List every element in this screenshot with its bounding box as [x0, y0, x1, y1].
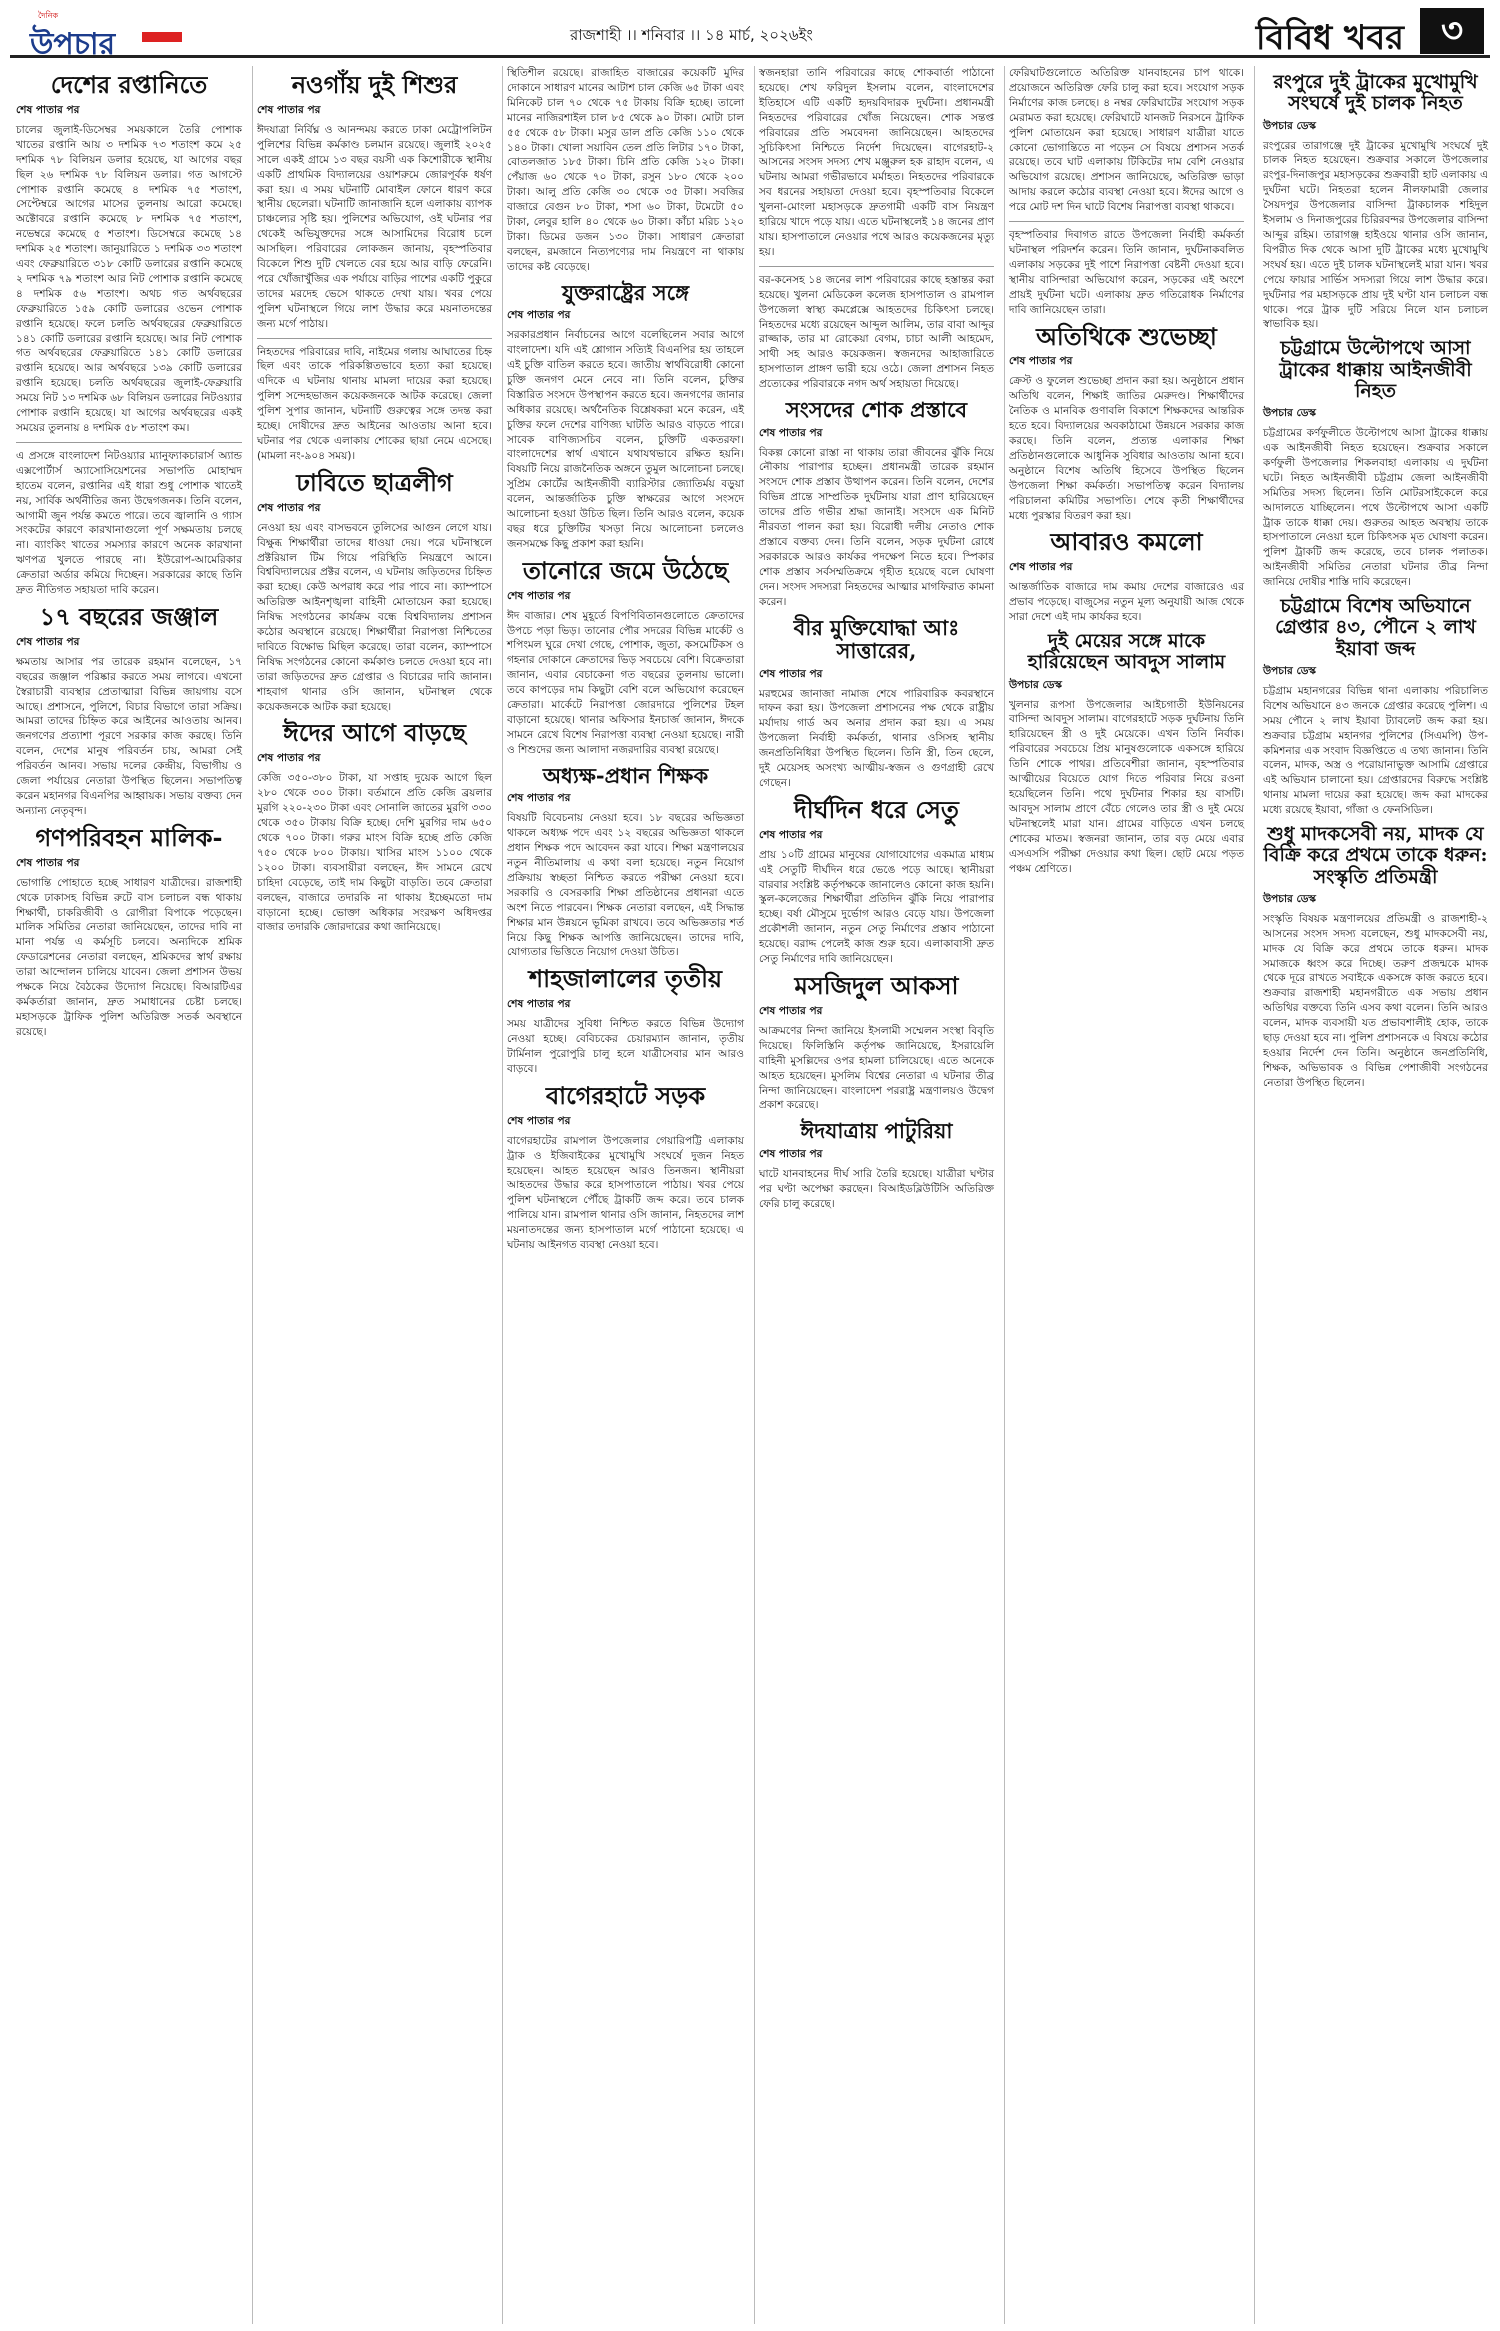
- article-credit: শেষ পাতার পর: [759, 1004, 823, 1017]
- column-1: [12, 66, 246, 2324]
- article-headline: আবারও কমলো: [1050, 527, 1203, 557]
- article: [503, 66, 748, 275]
- article-credit: শেষ পাতার পর: [759, 426, 823, 439]
- article: [253, 338, 496, 464]
- article-body: মরহুমের জানাজা নামাজ শেষে পারিবারিক কবরস্থানে দাফন করা হয়। উপজেলা প্রশাসনের পক্ষ থেকে রাষ্ট্রীয় মর্যাদায় গার্ড অব অনার প্রদান করা হয়। এ সময় উপজেলা নির্বাহী কর্মকর্তা, থানার ওসিসহ স্থানীয় জনপ্রতিনিধিরা উপস্থিত ছিলেন। তিনি স্ত্রী, তিন ছেলে, দুই মেয়েসহ অসংখ্য আত্মীয়-স্বজন ও গুণগ্রাহী রেখে গেছেন।: [759, 687, 994, 789]
- article-body: চট্টগ্রাম মহানগরের বিভিন্ন থানা এলাকায় পরিচালিত বিশেষ অভিযানে ৪৩ জনকে গ্রেপ্তার করেছে পুলিশ। এ সময় পৌনে ২ লাখ ইয়াবা ট্যাবলেট জব্দ করা হয়। শুক্রবার চট্টগ্রাম মহানগর পুলিশের (সিএমপি) উপ-কমিশনার এক সংবাদ বিজ্ঞপ্তিতে এ তথ্য জানান। তিনি বলেন, মাদক, অস্ত্র ও পরোয়ানাভুক্ত আসামি গ্রেপ্তারে এই অভিযান চালানো হয়। গ্রেপ্তারদের বিরুদ্ধে সংশ্লিষ্ট থানায় মামলা দায়ের করা হয়েছে। জব্দ করা মাদকের মধ্যে রয়েছে ইয়াবা, গাঁজা ও ফেনসিডিল।: [1263, 684, 1488, 817]
- article: [755, 398, 998, 609]
- article-headline: নওগাঁয় দুই শিশুর: [291, 70, 458, 99]
- article-body: ফেরিঘাটগুলোতে অতিরিক্ত যানবাহনের চাপ থাকে। প্রয়োজনে অতিরিক্ত ফেরি চালু করা হবে। সংযোগ সড়ক নির্মাণের কাজ চলছে। ৪ নম্বর ফেরিঘাটের সংযোগ সড়ক মেরামত করা হয়েছে। ফেরিঘাটে যানজট নিরসনে ট্রাফিক পুলিশ মোতায়েন করা হয়েছে। সাধারণ যাত্রীরা যাতে কোনো ভোগান্তিতে না পড়েন সে বিষয়ে প্রশাসন সতর্ক রয়েছে। তবে ঘাট এলাকায় টিকিটের দাম বেশি নেওয়ার অভিযোগ রয়েছে। প্রশাসন জানিয়েছে, অতিরিক্ত ভাড়া আদায় করলে কঠোর ব্যবস্থা নেওয়া হবে। ঈদের আগে ও পরে মোট দশ দিন ঘাটে বিশেষ নিরাপত্তা ব্যবস্থা থাকবে।: [1009, 67, 1244, 214]
- logo-daily: দৈনিক: [38, 11, 59, 20]
- article-headline: ঈদযাত্রায় পাটুরিয়া: [800, 1118, 953, 1144]
- article: [755, 266, 998, 392]
- article-body: চট্টগ্রামের কর্ণফুলীতে উল্টোপথে আসা ট্রাকের ধাক্কায় এক আইনজীবী নিহত হয়েছেন। শুক্রবার সকালে কর্ণফুলী উপজেলার শিকলবাহা এলাকায় এ দুর্ঘটনা ঘটে। নিহত আইনজীবী চট্টগ্রাম জেলা আইনজীবী সমিতির সদস্য ছিলেন। তিনি মোটরসাইকেলে করে আদালতে যাচ্ছিলেন। পথে উল্টোপথে আসা একটি ট্রাক তাকে ধাক্কা দেয়। গুরুতর আহত অবস্থায় তাকে হাসপাতালে নেওয়া হলে চিকিৎসক মৃত ঘোষণা করেন। পুলিশ ট্রাকটি জব্দ করেছে, তবে চালক পলাতক। আইনজীবী সমিতির নেতারা ঘটনার তীব্র নিন্দা জানিয়ে দোষীর শাস্তি দাবি করেছেন।: [1263, 427, 1488, 589]
- article: [503, 966, 748, 1077]
- article: [1259, 338, 1492, 590]
- article-body: এ প্রসঙ্গে বাংলাদেশ নিটওয়্যার ম্যানুফ্যাকচারার্স অ্যান্ড এক্সপোর্টার্স অ্যাসোসিয়েশনের সভাপতি মোহাম্মদ হাতেম বলেন, রপ্তানির এই ধারা শুধু পোশাক খাতেই নয়, সার্বিক অর্থনীতির জন্য উদ্বেগজনক। তিনি বলেন, আগামী জুন পর্যন্ত কমতে পারে। তবে জ্বালানি ও গ্যাস সংকটের কারণে কারখানাগুলো পূর্ণ সক্ষমতায় চলছে না। ব্যাংকিং খাতের সমস্যার কারণে অনেক কারখানা ঋণপত্র খুলতে পারছে না। ইউরোপ-আমেরিকার ক্রেতারা অর্ডার কমিয়ে দিচ্ছেন। সরকারের কাছে তিনি দ্রুত নীতিগত সহায়তা দাবি করেন।: [16, 449, 242, 597]
- article-credit: শেষ পাতার পর: [507, 589, 571, 602]
- article-body: রংপুরের তারাগঞ্জে দুই ট্রাকের মুখোমুখি সংঘর্ষে দুই চালক নিহত হয়েছেন। শুক্রবার সকালে উপজেলার রংপুর-দিনাজপুর মহাসড়কের শুক্রবারী হাট এলাকায় এ দুর্ঘটনা ঘটে। নিহতরা হলেন নীলফামারী জেলার সৈয়দপুর উপজেলার বাসিন্দা ট্রাকচালক শহিদুল ইসলাম ও দিনাজপুরের চিরিরবন্দর উপজেলার বাসিন্দা আব্দুর রহিম। তারাগঞ্জ হাইওয়ে থানার ওসি জানান, বিপরীত দিক থেকে আসা দুটি ট্রাকের মধ্যে মুখোমুখি সংঘর্ষ হয়। এতে দুই চালক ঘটনাস্থলেই মারা যান। খবর পেয়ে ফায়ার সার্ভিস সদস্যরা গিয়ে লাশ উদ্ধার করে। দুর্ঘটনার পর মহাসড়কে প্রায় দুই ঘণ্টা যান চলাচল বন্ধ থাকে। পরে ট্রাক দুটি সরিয়ে নিলে যান চলাচল স্বাভাবিক হয়।: [1263, 139, 1488, 331]
- article: [12, 822, 246, 1040]
- article-headline: বীর মুক্তিযোদ্ধা আঃ সাত্তারের,: [793, 614, 960, 664]
- article-headline: চট্টগ্রামে উল্টোপথে আসা ট্রাকের ধাক্কায় আইনজীবী নিহত: [1279, 337, 1472, 402]
- article-headline: বাগেরহাটে সড়ক: [545, 1080, 706, 1110]
- article-body: ক্ষমতায় আসার পর তারেক রহমান বলেছেন, ১৭ বছরের জঞ্জাল পরিষ্কার করতে সময় লাগবে। এখনো স্বৈরাচারী ব্যবস্থার প্রেতাত্মারা বিভিন্ন জায়গায় বসে আছে। প্রশাসনে, পুলিশে, বিচার বিভাগে তারা সক্রিয়। আমরা তাদের চিহ্নিত করে আইনের আওতায় আনব। জনগণের প্রত্যাশা পূরণে সরকার কাজ করছে। তিনি বলেন, দেশের মানুষ পরিবর্তন চায়, আমরা সেই পরিবর্তন আনব। সভায় দলের কেন্দ্রীয়, বিভাগীয় ও জেলা পর্যায়ের নেতারা উপস্থিত ছিলেন। সভাপতিত্ব করেন মহানগর বিএনপির আহ্বায়ক। সভায় বক্তব্য দেন অন্যান্য নেতৃবৃন্দ।: [16, 655, 242, 817]
- article-credit: শেষ পাতার পর: [16, 103, 80, 116]
- article-headline: অতিথিকে শুভেচ্ছা: [1036, 321, 1217, 351]
- article: [12, 442, 246, 598]
- article-credit: উপচার ডেস্ক: [1009, 678, 1063, 691]
- article: [755, 1119, 998, 1211]
- article: [253, 720, 496, 935]
- article-headline: রংপুরে দুই ট্রাকের মুখোমুখি সংঘর্ষে দুই চালক নিহত: [1273, 71, 1478, 115]
- article-headline: চট্টগ্রামে বিশেষ অভিযানে গ্রেপ্তার ৪৩, পৌনে ২ লাখ ইয়াবা জব্দ: [1275, 595, 1476, 660]
- article-body: বিষয়টি বিবেচনায় নেওয়া হবে। ১৮ বছরের অভিজ্ঞতা থাকলে অধ্যক্ষ পদে এবং ১২ বছরের অভিজ্ঞতা থাকলে প্রধান শিক্ষক পদে আবেদন করা যাবে। শিক্ষা মন্ত্রণালয়ের নতুন নীতিমালায় এ কথা বলা হয়েছে। নতুন নিয়োগ প্রক্রিয়ায় স্বচ্ছতা নিশ্চিত করতে পরীক্ষা নেওয়া হবে। সরকারি ও বেসরকারি শিক্ষা প্রতিষ্ঠানের প্রধানরা এতে অংশ নিতে পারবেন। শিক্ষক নেতারা বলছেন, এই সিদ্ধান্ত শিক্ষার মান উন্নয়নে ভূমিকা রাখবে। তবে অভিজ্ঞতার শর্ত নিয়ে কিছু শিক্ষক আপত্তি জানিয়েছেন। তাদের দাবি, যোগ্যতার ভিত্তিতে নিয়োগ দেওয়া উচিত।: [507, 812, 744, 959]
- article-credit: শেষ পাতার পর: [759, 667, 823, 680]
- article-credit: শেষ পাতার পর: [759, 828, 823, 841]
- article-credit: শেষ পাতার পর: [257, 501, 321, 514]
- article-headline: তানোরে জমে উঠেছে: [522, 555, 729, 585]
- article-body: কেজি ৩৫০-৩৮০ টাকা, যা সপ্তাহ দুয়েক আগে ছিল ২৮০ থেকে ৩০০ টাকা। বর্তমানে প্রতি কেজি ব্রয়লার মুরগি ২২০-২৩০ টাকা এবং সোনালি জাতের মুরগি ৩৩০ থেকে ৩৫০ টাকায় বিক্রি হচ্ছে। দেশি মুরগির দাম ৬৫০ থেকে ৭০০ টাকা। গরুর মাংস বিক্রি হচ্ছে প্রতি কেজি ৭৫০ থেকে ৮০০ টাকায়। খাসির মাংস ১১০০ থেকে ১২০০ টাকা। ব্যবসায়ীরা বলছেন, ঈদ সামনে রেখে চাহিদা বেড়েছে, তাই দাম কিছুটা বাড়তি। তবে ক্রেতারা বলছেন, বাজারে তদারকি না থাকায় ইচ্ছেমতো দাম বাড়ানো হচ্ছে। ভোক্তা অধিকার সংরক্ষণ অধিদপ্তর বাজার তদারকি জোরদারের কথা জানিয়েছে।: [257, 772, 492, 934]
- article-body: ঘাটে যানবাহনের দীর্ঘ সারি তৈরি হয়েছে। যাত্রীরা ঘণ্টার পর ঘণ্টা অপেক্ষা করছেন। বিআইডব্লিউটিসি অতিরিক্ত ফেরি চালু করেছে।: [759, 1167, 994, 1210]
- article-headline: দেশের রপ্তানিতে: [50, 70, 208, 99]
- article-headline: যুক্তরাষ্ট্রের সঙ্গে: [561, 279, 690, 305]
- article: [253, 72, 496, 332]
- article: [1005, 529, 1248, 625]
- article-credit: শেষ পাতার পর: [759, 1147, 823, 1160]
- page-number: ৩: [1420, 8, 1484, 54]
- article-body: স্থিতিশীল রয়েছে। রাজাহিত বাজারের কয়েকটি মুদির দোকানে সাধারণ মানের আটাশ চাল কেজি ৬৫ টাকা এবং মিনিকেট চাল ৭০ থেকে ৭৫ টাকায় বিক্রি হচ্ছে। তালো মানের নাজিরশাইল চাল ৮৫ থেকে ৯০ টাকা। মোটা চাল ৫৫ থেকে ৫৮ টাকা। মসুর ডাল প্রতি কেজি ১১০ থেকে ১৪০ টাকা। খোলা সয়াবিন তেল প্রতি লিটার ১৭০ টাকা, বোতলজাত ১৮৫ টাকা। চিনি প্রতি কেজি ১২০ টাকা। পেঁয়াজ ৬০ থেকে ৭০ টাকা, রসুন ১৮০ থেকে ২০০ টাকা। আলু প্রতি কেজি ৩০ থেকে ৩৫ টাকা। সবজির বাজারে বেগুন ৮০ টাকা, শসা ৬০ টাকা, টমেটো ৫০ টাকা, লেবুর হালি ৪০ থেকে ৬০ টাকা। কাঁচা মরিচ ১২০ টাকা। ডিমের ডজন ১৩০ টাকা। সাধারণ ক্রেতারা বলছেন, রমজানে নিত্যপণ্যের দাম নিয়ন্ত্রণে না থাকায় তাদের কষ্ট বেড়েছে।: [507, 67, 744, 273]
- article: [503, 555, 748, 758]
- section-title: বিবিধ খবর: [1255, 18, 1404, 58]
- article-body: বর-কনেসহ ১৪ জনের লাশ পরিবারের কাছে হস্তান্তর করা হয়েছে। খুলনা মেডিকেল কলেজ হাসপাতাল ও রামপাল উপজেলা স্বাস্থ্য কমপ্লেক্সে আহতদের চিকিৎসা চলছে। নিহতদের মধ্যে রয়েছেন আব্দুল আলিম, তার বাবা আব্দুর রাজ্জাক, তার মা রোকেয়া বেগম, চাচা আলী আহমেদ, সাথী সহ আরও কয়েকজন। স্বজনদের আহাজারিতে হাসপাতাল প্রাঙ্গণ ভারী হয়ে ওঠে। জেলা প্রশাসন নিহত প্রত্যেকের পরিবারকে নগদ অর্থ সহায়তা দিয়েছে।: [759, 273, 994, 391]
- article-headline: শাহজালালের তৃতীয়: [528, 964, 723, 994]
- article-body: বৃহস্পতিবার দিবাগত রাতে উপজেলা নির্বাহী কর্মকর্তা ঘটনাস্থল পরিদর্শন করেন। তিনি জানান, দুর্ঘটনাকবলিত এলাকায় সড়কের দুই পাশে নিরাপত্তা বেষ্টনী দেওয়া হবে। স্থানীয় বাসিন্দারা অভিযোগ করেন, সড়কের এই অংশে প্রায়ই দুর্ঘটনা ঘটে। এলাকায় দ্রুত গতিরোধক নির্মাণের দাবি জানিয়েছেন তারা।: [1009, 229, 1244, 316]
- article-credit: শেষ পাতার পর: [507, 309, 571, 322]
- article-headline: মসজিদুল আকসা: [794, 971, 959, 1001]
- article-headline: গণপরিবহন মালিক-: [35, 822, 223, 852]
- article-body: আক্রমণের নিন্দা জানিয়ে ইসলামী সম্মেলন সংস্থা বিবৃতি দিয়েছে। ফিলিস্তিনি কর্তৃপক্ষ জানিয়েছে, ইসরায়েলি বাহিনী মুসল্লিদের ওপর হামলা চালিয়েছে। এতে অনেকে আহত হয়েছেন। মুসলিম বিশ্বের নেতারা এ ঘটনার তীব্র নিন্দা জানিয়েছেন। বাংলাদেশ পররাষ্ট্র মন্ত্রণালয়ও উদ্বেগ প্রকাশ করেছে।: [759, 1024, 994, 1112]
- article: [503, 281, 748, 552]
- masthead: [10, 6, 1490, 62]
- article: [1259, 596, 1492, 818]
- article-body: খুলনার রূপসা উপজেলার আইচগাতী ইউনিয়নের বাসিন্দা আবদুস সালাম। বাগেরহাটে সড়ক দুর্ঘটনায় তিনি হারিয়েছেন স্ত্রী ও দুই মেয়েকে। এখন তিনি নির্বাক। পরিবারের সবচেয়ে প্রিয় মানুষগুলোকে একসঙ্গে হারিয়ে তিনি শোকে পাথর। প্রতিবেশীরা জানান, বৃহস্পতিবার আত্মীয়ের বিয়েতে যোগ দিতে পরিবার নিয়ে রওনা হয়েছিলেন তিনি। পথে দুর্ঘটনার শিকার হয় বাসটি। আবদুস সালাম প্রাণে বেঁচে গেলেও তার স্ত্রী ও দুই মেয়ে ঘটনাস্থলেই মারা যান। গ্রামের বাড়িতে এখন চলছে শোকের মাতম। স্বজনরা জানান, তার বড় মেয়ে এবার এসএসসি পরীক্ষা দেওয়ার কথা ছিল। ছোট মেয়ে পড়ত পঞ্চম শ্রেণিতে।: [1009, 698, 1244, 875]
- logo-red-bar: [142, 32, 182, 42]
- article: [1005, 66, 1248, 215]
- article-credit: শেষ পাতার পর: [257, 103, 321, 116]
- article-body: আন্তর্জাতিক বাজারে দাম কমায় দেশের বাজারেও এর প্রভাব পড়েছে। বাজুসের নতুন মূল্য অনুযায়ী আজ থেকে সারা দেশে এই দাম কার্যকর হবে।: [1009, 581, 1244, 624]
- column-6: [1254, 66, 1492, 2324]
- article-credit: শেষ পাতার পর: [257, 752, 321, 765]
- article-body: নিহতদের পরিবারের দাবি, নাইমের গলায় আঘাতের চিহ্ন ছিল এবং তাকে পরিকল্পিতভাবে হত্যা করা হয়েছে। এদিকে এ ঘটনায় থানায় মামলা দায়ের করা হয়েছে। পুলিশ সন্দেহভাজন কয়েকজনকে আটক করেছে। জেলা পুলিশ সুপার জানান, ঘটনাটি গুরুত্বের সঙ্গে তদন্ত করা হচ্ছে। দোষীদের দ্রুত আইনের আওতায় আনা হবে। ঘটনার পর থেকে এলাকায় শোকের ছায়া নেমে এসেছে। (মামলা নং-৯০৪ সময়)।: [257, 345, 492, 462]
- article: [1005, 631, 1248, 876]
- article: [12, 72, 246, 436]
- article-credit: উপচার ডেস্ক: [1263, 119, 1317, 132]
- article-body: নেওয়া হয় এবং বাসভবনে তুলিসের আগুন লেগে যায়। বিক্ষুব্ধ শিক্ষার্থীরা তাদের ধাওয়া দেয়। পরে ঘটনাস্থলে প্রক্টরিয়াল টিম গিয়ে পরিস্থিতি নিয়ন্ত্রণে আনে। বিশ্ববিদ্যালয়ের প্রক্টর বলেন, এ ঘটনায় জড়িতদের চিহ্নিত করা হচ্ছে। কেউ অপরাধ করে পার পাবে না। ক্যাম্পাসে অতিরিক্ত আইনশৃঙ্খলা বাহিনী মোতায়েন করা হয়েছে। নিষিদ্ধ সংগঠনের কার্যক্রম বন্ধে বিশ্ববিদ্যালয় প্রশাসন কঠোর অবস্থানে রয়েছে। শিক্ষার্থীরা নিরাপত্তা নিশ্চিতের দাবিতে বিক্ষোভ মিছিল করেছে। তারা বলেন, ক্যাম্পাসে নিষিদ্ধ সংগঠনের কোনো কর্মকাণ্ড চলতে দেওয়া হবে না। তারা জড়িতদের দ্রুত গ্রেপ্তার ও বিচারের দাবি জানান। শাহবাগ থানার ওসি জানান, ঘটনাস্থল থেকে কয়েকজনকে আটক করা হয়েছে।: [257, 521, 492, 713]
- newspaper-logo: [30, 10, 190, 62]
- article-credit: উপচার ডেস্ক: [1263, 664, 1317, 677]
- article-body: চালের জুলাই-ডিসেম্বর সময়কালে তৈরি পোশাক খাতের রপ্তানি আয় ৩ দশমিক ৭৩ শতাংশ কমে ২৫ দশমিক ৭৮ বিলিয়ন ডলার হয়েছে, যা আগের বছর ছিল ২৬ দশমিক ৭৮ বিলিয়ন ডলার। গত আগস্টে পোশাক রপ্তানি কমেছে ৪ দশমিক ৭৫ শতাংশ, সেপ্টেম্বরে আগের মাসের তুলনায় আরো কমেছে। অক্টোবরে রপ্তানি কমেছে ৮ দশমিক ৭৫ শতাংশ, নভেম্বরে কমেছে ৫ শতাংশ। ডিসেম্বরে কমেছে ১৪ দশমিক ২৫ শতাংশ। জানুয়ারিতে ১ দশমিক ৩৩ শতাংশ এবং ফেব্রুয়ারিতে ৩১৮ কোটি ডলারের রপ্তানি কমেছে ২ দশমিক ৭৯ শতাংশ আর নিট পোশাক রপ্তানি কমেছে ৪ দশমিক ৫৬ শতাংশ। অথচ গত অর্থবছরের ফেব্রুয়ারিতে ১৫৯ কোটি ডলারের ওভেন পোশাক রপ্তানি হয়েছে। ফলে চলতি অর্থবছরের ফেব্রুয়ারিতে ১৪১ কোটি ডলারের রপ্তানি হয়েছে। আর নিট পোশাক গত অর্থবছরের ফেব্রুয়ারিতে ১৪১ কোটি ডলারের রপ্তানি হয়েছে। আর অর্থবছরে ১৩৯ কোটি ডলারের রপ্তানি হয়েছে। চলতি অর্থবছরের জুলাই-ফেব্রুয়ারি সময়ে নিট ১৩ দশমিক ৬৮ বিলিয়ন ডলারের নিটওয়্যার পোশাক রপ্তানি হয়েছে। যা আগের অর্থবছরের একই সময়ের তুলনায় ৪ দশমিক ৫৮ শতাংশ কম।: [16, 123, 242, 434]
- article-body: সরকারপ্রধান নির্বাচনের আগে বলেছিলেন সবার আগে বাংলাদেশ। যদি এই শ্লোগান সত্যিই বিএনপির হয় তাহলে এই চুক্তি বাতিল করতে হবে। জাতীয় স্বার্থবিরোধী কোনো চুক্তি জনগণ মেনে নেবে না। তিনি বলেন, চুক্তির বিস্তারিত সংসদে উপস্থাপন করতে হবে। জনগণের জানার অধিকার রয়েছে। অর্থনৈতিক বিশ্লেষকরা মনে করেন, এই চুক্তির ফলে দেশের বাণিজ্য ঘাটতি আরও বাড়তে পারে। সাবেক বাণিজ্যসচিব বলেন, চুক্তিটি একতরফা। বাংলাদেশের স্বার্থ এখানে যথাযথভাবে রক্ষিত হয়নি। বিষয়টি নিয়ে রাজনৈতিক অঙ্গনে তুমুল আলোচনা চলছে। সুপ্রিম কোর্টের আইনজীবী ব্যারিস্টার জ্যোতির্ময় বড়ুয়া বলেন, আন্তর্জাতিক চুক্তি স্বাক্ষরের আগে সংসদে আলোচনা হওয়া উচিত ছিল। তিনি আরও বলেন, কয়েক বছর ধরে চুক্তিটির খসড়া নিয়ে আলোচনা চললেও জনসমক্ষে কিছু প্রকাশ করা হয়নি।: [507, 329, 744, 550]
- article-credit: শেষ পাতার পর: [507, 1114, 571, 1127]
- column-2: [252, 66, 496, 2324]
- article-headline: অধ্যক্ষ-প্রধান শিক্ষক: [542, 762, 709, 788]
- article-headline: শুধু মাদকসেবী নয়, মাদক যে বিক্রি করে প্রথমে তাকে ধরুন: সংস্কৃতি প্রতিমন্ত্রী: [1263, 823, 1488, 888]
- article-body: বিকল্প কোনো রাস্তা না থাকায় তারা জীবনের ঝুঁকি নিয়ে নৌকায় পারাপার হচ্ছেন। প্রধানমন্ত্রী তারেক রহমান সংসদে শোক প্রস্তাব উত্থাপন করেন। তিনি বলেন, দেশের বিভিন্ন প্রান্তে সাম্প্রতিক দুর্ঘটনায় যারা প্রাণ হারিয়েছেন তাদের প্রতি গভীর শ্রদ্ধা জানাই। সংসদে এক মিনিট নীরবতা পালন করা হয়। বিরোধী দলীয় নেতাও শোক প্রস্তাবে বক্তব্য দেন। তিনি বলেন, সড়ক দুর্ঘটনা রোধে সরকারকে আরও কার্যকর পদক্ষেপ নিতে হবে। স্পিকার শোক প্রস্তাব সর্বসম্মতিক্রমে গৃহীত হয়েছে বলে ঘোষণা দেন। সংসদ সদস্যরা নিহতদের আত্মার মাগফিরাত কামনা করেন।: [759, 446, 994, 608]
- article-credit: শেষ পাতার পর: [1009, 355, 1073, 368]
- article-credit: উপচার ডেস্ক: [1263, 892, 1317, 905]
- article: [755, 616, 998, 791]
- divider: [16, 442, 242, 443]
- logo-name: উপচার: [30, 27, 116, 62]
- article: [1005, 321, 1248, 524]
- article-body: সংস্কৃতি বিষয়ক মন্ত্রণালয়ের প্রতিমন্ত্রী ও রাজশাহী-২ আসনের সংসদ সদস্য বলেছেন, শুধু মাদকসেবী নয়, মাদক যে বিক্রি করে প্রথমে তাকে ধরুন। মাদক সমাজকে ধ্বংস করে দিচ্ছে। তরুণ প্রজন্মকে মাদক থেকে দূরে রাখতে সবাইকে একসঙ্গে কাজ করতে হবে। শুক্রবার রাজশাহী মহানগরীতে এক সভায় প্রধান অতিথির বক্তব্যে তিনি এসব কথা বলেন। তিনি আরও বলেন, মাদক ব্যবসায়ী যত প্রভাবশালীই হোক, তাকে ছাড় দেওয়া হবে না। পুলিশ প্রশাসনকে এ বিষয়ে কঠোর হওয়ার নির্দেশ দেন তিনি। অনুষ্ঠানে জনপ্রতিনিধি, শিক্ষক, অভিভাবক ও বিভিন্ন পেশাজীবী সংগঠনের নেতারা উপস্থিত ছিলেন।: [1263, 912, 1488, 1089]
- article-headline: ঈদের আগে বাড়ছে: [283, 718, 466, 748]
- article-credit: শেষ পাতার পর: [16, 635, 80, 648]
- column-5: [1004, 66, 1248, 2324]
- article-headline: দুই মেয়ের সঙ্গে মাকে হারিয়েছেন আবদুস সালাম: [1027, 630, 1226, 674]
- article-body: ঈদযাত্রা নির্বিঘ্ন ও আনন্দময় করতে ঢাকা মেট্রোপলিটন পুলিশের বিভিন্ন কর্মকাণ্ড চলমান রয়েছে। জুলাই ২০২৫ সালে একই গ্রামে ১৩ বছর বয়সী এক কিশোরীকে স্থানীয় একটি প্রাথমিক বিদ্যালয়ের ওয়াশরুমে জোরপূর্বক ধর্ষণ করা হয়। এ সময় ঘটনাটি মোবাইল ফোনে ধারণ করে স্থানীয় ছেলেরা। ঘটনাটি জানাজানি হলে এলাকায় ব্যাপক চাঞ্চল্যের সৃষ্টি হয়। পুলিশের অভিযোগ, ওই ঘটনার পর থেকেই অভিযুক্তদের সঙ্গে আসামিদের বিরোধ চলে আসছিল। পরিবারের লোকজন জানায়, বৃহস্পতিবার বিকেলে শিশু দুটি খেলতে বের হয়ে আর বাড়ি ফেরেনি। পরে খোঁজাখুঁজির এক পর্যায়ে বাড়ির পাশের একটি পুকুরে তাদের মরদেহ ভেসে থাকতে দেখা যায়। খবর পেয়ে পুলিশ ঘটনাস্থলে গিয়ে লাশ উদ্ধার করে ময়নাতদন্তের জন্য মর্গে পাঠায়।: [257, 123, 492, 330]
- article-body: ঈদ বাজার। শেষ মুহূর্তে বিপণিবিতানগুলোতে ক্রেতাদের উপচে পড়া ভিড়। তানোর পৌর সদরের বিভিন্ন মার্কেট ও শপিংমল ঘুরে দেখা গেছে, পোশাক, জুতা, কসমেটিকস ও গহনার দোকানে ক্রেতাদের ভিড় সবচেয়ে বেশি। বিক্রেতারা জানান, এবার বেচাকেনা গত বছরের তুলনায় ভালো। তবে কাপড়ের দাম কিছুটা বেশি বলে অভিযোগ করেছেন ক্রেতারা। মার্কেটে নিরাপত্তা জোরদারে পুলিশের টহল বাড়ানো হয়েছে। থানার অফিসার ইনচার্জ জানান, ঈদকে সামনে রেখে বিশেষ নিরাপত্তা ব্যবস্থা নেওয়া হয়েছে। নারী ও শিশুদের জন্য আলাদা নজরদারির ব্যবস্থা রয়েছে।: [507, 609, 744, 756]
- article-body: ভোগান্তি পোহাতে হচ্ছে সাধারণ যাত্রীদের। রাজশাহী থেকে ঢাকাসহ বিভিন্ন রুটে বাস চলাচল বন্ধ থাকায় শিক্ষার্থী, চাকরিজীবী ও রোগীরা বিপাকে পড়েছেন। মালিক সমিতির নেতারা জানিয়েছেন, তাদের দাবি না মানা পর্যন্ত এ কর্মসূচি চলবে। অন্যদিকে শ্রমিক ফেডারেশনের নেতারা বলছেন, শ্রমিকদের স্বার্থ রক্ষায় তারা আন্দোলন চালিয়ে যাবেন। জেলা প্রশাসন উভয় পক্ষকে নিয়ে বৈঠকের উদ্যোগ নিয়েছে। বিআরটিএর কর্মকর্তারা জানান, দ্রুত সমাধানের চেষ্টা চলছে। মহাসড়কে ট্রাফিক পুলিশ অতিরিক্ত সতর্ক অবস্থানে রয়েছে।: [16, 876, 242, 1038]
- article-credit: শেষ পাতার পর: [507, 792, 571, 805]
- article-body: সময় যাত্রীদের সুবিধা নিশ্চিত করতে বিভিন্ন উদ্যোগ নেওয়া হচ্ছে। বেবিচকের চেয়ারম্যান জানান, তৃতীয় টার্মিনাল পুরোপুরি চালু হলে যাত্রীসেবার মান আরও বাড়বে।: [507, 1018, 744, 1075]
- article-credit: শেষ পাতার পর: [16, 856, 80, 869]
- article-headline: ১৭ বছরের জঞ্জাল: [39, 601, 219, 631]
- article-body: স্বজনহারা তানি পরিবারের কাছে শোকবার্তা পাঠানো হয়েছে। শেখ ফরিদুল ইসলাম বলেন, বাংলাদেশের ইতিহাসে এটি একটি হৃদয়বিদারক দুর্ঘটনা। প্রধানমন্ত্রী নিহতদের পরিবারের খোঁজ নিয়েছেন। শোক সন্তপ্ত পরিবারের প্রতি সমবেদনা জানিয়েছেন। আহতদের সুচিকিৎসা নিশ্চিতে নির্দেশ দিয়েছেন। বাগেরহাট-২ আসনের সংসদ সদস্য শেখ মঞ্জুরুল হক রাহাদ বলেন, এ ঘটনায় আমরা গভীরভাবে মর্মাহত। নিহতদের পরিবারকে সব ধরনের সহায়তা দেওয়া হবে। বৃহস্পতিবার বিকেলে খুলনা-মোংলা মহাসড়কে দ্রুতগামী একটি বাস নিয়ন্ত্রণ হারিয়ে খাদে পড়ে যায়। এতে ঘটনাস্থলেই ১৪ জনের প্রাণ যায়। হাসপাতালে নেওয়ার পথে আরও কয়েকজনের মৃত্যু হয়।: [759, 67, 994, 258]
- article-headline: দীর্ঘদিন ধরে সেতু: [794, 794, 959, 824]
- article-body: ক্রেস্ট ও ফুলেল শুভেচ্ছা প্রদান করা হয়। অনুষ্ঠানে প্রধান অতিথি বলেন, শিক্ষাই জাতির মেরুদণ্ড। শিক্ষার্থীদের নৈতিক ও মানবিক গুণাবলি বিকাশে শিক্ষকদের আন্তরিক হতে হবে। বিদ্যালয়ের অবকাঠামো উন্নয়নে সরকার কাজ করছে। তিনি বলেন, প্রত্যন্ত এলাকার শিক্ষা প্রতিষ্ঠানগুলোকে আধুনিক সুবিধার আওতায় আনা হবে। অনুষ্ঠানে বিশেষ অতিথি হিসেবে উপস্থিত ছিলেন উপজেলা শিক্ষা কর্মকর্তা। সভাপতিত্ব করেন বিদ্যালয় পরিচালনা কমিটির সভাপতি। শেষে কৃতী শিক্ষার্থীদের মধ্যে পুরস্কার বিতরণ করা হয়।: [1009, 375, 1244, 522]
- article-credit: শেষ পাতার পর: [1009, 561, 1073, 574]
- article-credit: উপচার ডেস্ক: [1263, 407, 1317, 420]
- divider: [759, 266, 994, 267]
- article: [1259, 72, 1492, 332]
- column-3: [502, 66, 748, 2324]
- article-body: বাগেরহাটের রামপাল উপজেলার গেয়ারিপট্টি এলাকায় ট্রাক ও ইজিবাইকের মুখোমুখি সংঘর্ষে দুজন নিহত হয়েছেন। আহত হয়েছেন আরও তিনজন। স্থানীয়রা আহতদের উদ্ধার করে হাসপাতালে পাঠায়। খবর পেয়ে পুলিশ ঘটনাস্থলে পৌঁছে ট্রাকটি জব্দ করে। তবে চালক পালিয়ে যান। রামপাল থানার ওসি জানান, নিহতদের লাশ ময়নাতদন্তের জন্য হাসপাতাল মর্গে পাঠানো হয়েছে। এ ঘটনায় আইনগত ব্যবস্থা নেওয়া হবে।: [507, 1134, 744, 1252]
- article: [755, 973, 998, 1113]
- article: [253, 467, 496, 715]
- article: [755, 66, 998, 260]
- article-headline: ঢাবিতে ছাত্রলীগ: [296, 467, 453, 497]
- article: [12, 601, 246, 819]
- dateline: রাজশাহী ।। শনিবার ।। ১৪ মার্চ, ২০২৬ইং: [570, 26, 813, 44]
- article-headline: সংসদের শোক প্রস্তাবে: [785, 397, 968, 423]
- article: [1005, 221, 1248, 317]
- divider: [257, 338, 492, 339]
- column-4: [754, 66, 998, 2324]
- article: [503, 764, 748, 961]
- article-body: প্রায় ১০টি গ্রামের মানুষের যোগাযোগের একমাত্র মাধ্যম এই সেতুটি দীর্ঘদিন ধরে ভেঙে পড়ে আছে। স্থানীয়রা বারবার সংশ্লিষ্ট কর্তৃপক্ষকে জানালেও কোনো কাজ হয়নি। স্কুল-কলেজের শিক্ষার্থীরা প্রতিদিন ঝুঁকি নিয়ে পারাপার হচ্ছে। বর্ষা মৌসুমে দুর্ভোগ আরও বেড়ে যায়। উপজেলা প্রকৌশলী জানান, নতুন সেতু নির্মাণের প্রস্তাব পাঠানো হয়েছে। বরাদ্দ পেলেই কাজ শুরু হবে। এলাকাবাসী দ্রুত সেতু নির্মাণের দাবি জানিয়েছেন।: [759, 848, 994, 966]
- divider: [1009, 221, 1244, 222]
- article: [755, 794, 998, 967]
- article: [1259, 824, 1492, 1091]
- article-credit: শেষ পাতার পর: [507, 998, 571, 1011]
- article: [503, 1080, 748, 1253]
